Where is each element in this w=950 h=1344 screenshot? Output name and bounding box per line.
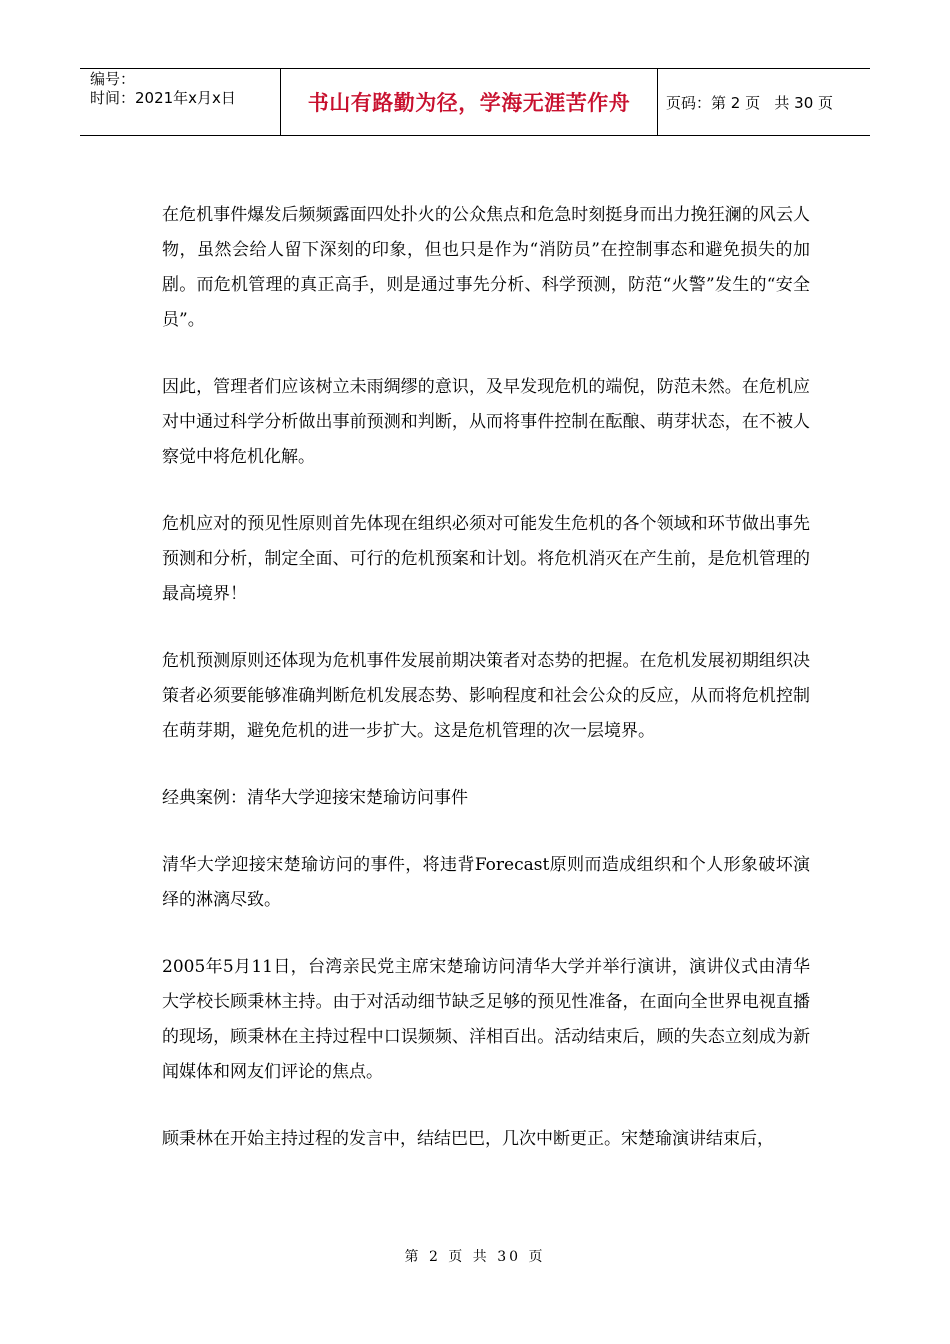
paragraph: 危机应对的预见性原则首先体现在组织必须对可能发生危机的各个领域和环节做出事先预测和分析，制定全面、可行的危机预案和计划。将危机消灭在产生前，是危机管理的最高境界！ (162, 514, 810, 604)
document-body (162, 198, 810, 1189)
paragraph: 顾秉林在开始主持过程的发言中，结结巴巴，几次中断更正。宋楚瑜演讲结束后， (162, 1129, 774, 1149)
paragraph: 2005年5月11日，台湾亲民党主席宋楚瑜访问清华大学并举行演讲，演讲仪式由清华大学校长顾秉林主持。由于对活动细节缺乏足够的预见性准备，在面向全世界电视直播的现场，顾秉林在主持过程中口误频频、洋相百出。活动结束后，顾的失态立刻成为新闻媒体和网友们评论的焦点。 (162, 957, 810, 1082)
page-footer: 第 2 页 共 30 页 (404, 1249, 546, 1265)
document-header (80, 68, 870, 136)
case-heading: 经典案例：清华大学迎接宋楚瑜访问事件 (162, 788, 468, 808)
paragraph: 因此，管理者们应该树立未雨绸缪的意识，及早发现危机的端倪，防范未然。在危机应对中通过科学分析做出事前预测和判断，从而将事件控制在酝酿、萌芽状态，在不被人察觉中将危机化解。 (162, 377, 810, 467)
header-motto: 书山有路勤为径，学海无涯苦作舟 (281, 69, 658, 135)
document-id-label: 编号： (90, 70, 136, 88)
paragraph: 在危机事件爆发后频频露面四处扑火的公众焦点和危急时刻挺身而出力挽狂澜的风云人物，虽然会给人留下深刻的印象，但也只是作为“消防员”在控制事态和避免损失的加剧。而危机管理的真正高手，则是通过事先分析、科学预测，防范“火警”发生的“安全员”。 (162, 205, 810, 330)
paragraph: 危机预测原则还体现为危机事件发展前期决策者对态势的把握。在危机发展初期组织决策者必须要能够准确判断危机发展态势、影响程度和社会公众的反应，从而将危机控制在萌芽期，避免危机的进一步扩大。这是危机管理的次一层境界。 (162, 651, 810, 741)
header-page-info-text: 页码：第 2 页 共 30 页 (666, 93, 834, 112)
header-meta (80, 69, 281, 135)
document-time-label: 时间：2021年x月x日 (90, 89, 236, 107)
header-page-info (658, 69, 870, 135)
paragraph: 清华大学迎接宋楚瑜访问的事件，将违背Forecast原则而造成组织和个人形象破坏演绎的淋漓尽致。 (162, 855, 810, 910)
